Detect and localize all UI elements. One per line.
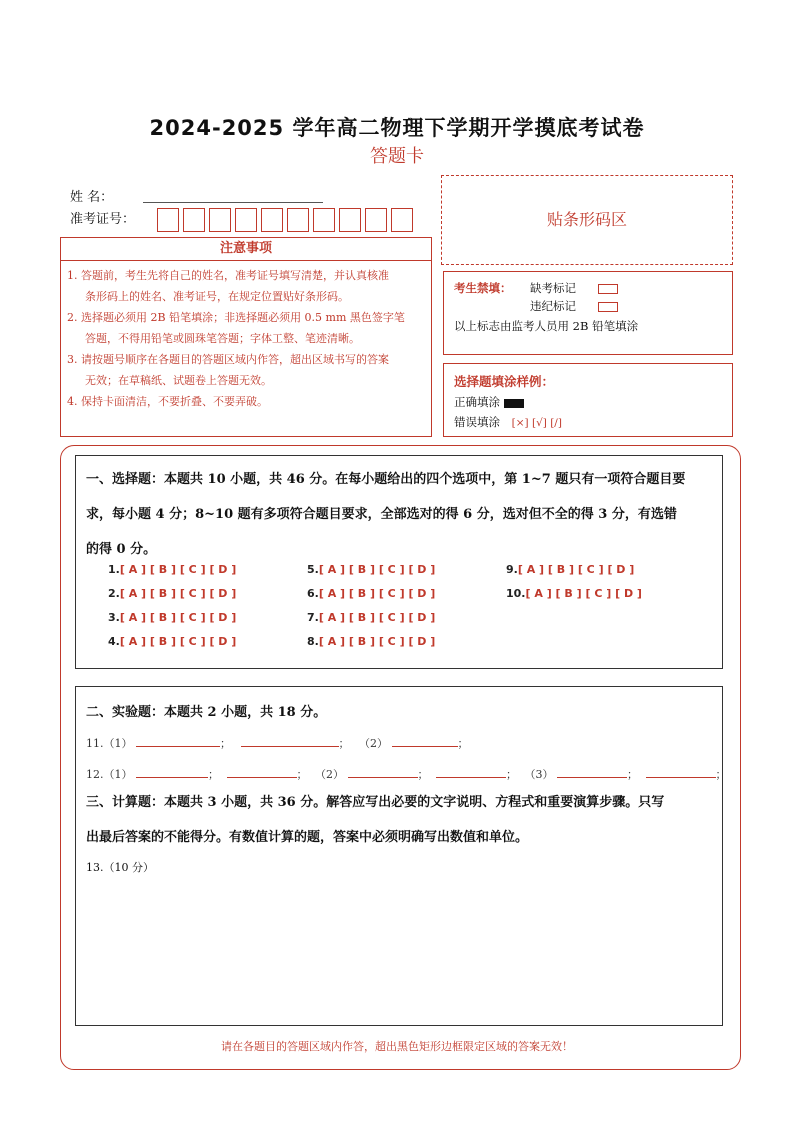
- sample-heading: 选择题填涂样例：: [454, 374, 555, 389]
- answer-options[interactable]: [ A ] [ B ] [ C ] [ D ]: [525, 587, 642, 600]
- notice-heading: 注意事项: [61, 238, 431, 261]
- part-label: （2）: [315, 768, 344, 781]
- section2-3-box: [75, 686, 727, 1026]
- answer-options[interactable]: [ A ] [ B ] [ C ] [ D ]: [318, 611, 436, 624]
- question-number: 11.: [86, 737, 104, 750]
- id-digit-box[interactable]: [183, 208, 205, 232]
- answer-blank[interactable]: [392, 734, 458, 747]
- question-number: 5.: [307, 563, 319, 576]
- id-digit-box[interactable]: [287, 208, 309, 232]
- id-digit-box[interactable]: [261, 208, 283, 232]
- question-number: 4.: [108, 635, 120, 648]
- answer-options[interactable]: [ A ] [ B ] [ C ] [ D ]: [517, 563, 635, 576]
- section1-box: [75, 455, 723, 669]
- question-number: 3.: [108, 611, 120, 624]
- question-13-answer-area[interactable]: [86, 877, 714, 1017]
- prohibit-note: 以上标志由监考人员用 2B 铅笔填涂: [454, 319, 639, 333]
- section1-instructions: 求，每小题 4 分；8~10 题有多项符合题目要求，全部选对的得 6 分，选对但不全的得 3 分，有选错: [86, 507, 677, 522]
- question-5[interactable]: [307, 563, 435, 576]
- question-12: [86, 765, 727, 782]
- notice-text: 无效；在草稿纸、试题卷上答题无效。: [85, 374, 272, 387]
- id-number-boxes[interactable]: [157, 208, 417, 236]
- barcode-label: 贴条形码区: [546, 210, 627, 229]
- absent-box[interactable]: [598, 284, 618, 294]
- id-label: 准考证号：: [70, 212, 136, 227]
- answer-blank[interactable]: [227, 765, 297, 778]
- question-6[interactable]: [307, 587, 435, 600]
- notice-item: [61, 307, 431, 349]
- part-label: （1）: [103, 737, 133, 750]
- separator: ；: [506, 768, 517, 781]
- answer-options[interactable]: [ A ] [ B ] [ C ] [ D ]: [119, 587, 237, 600]
- separator: ；: [338, 737, 350, 750]
- separator: ；: [627, 768, 638, 781]
- question-number: 7.: [307, 611, 319, 624]
- part-label: （2）: [359, 737, 388, 750]
- page-subtitle: 答题卡: [370, 146, 424, 167]
- footer-note: 请在各题目的答题区域内作答，超出黑色矩形边框限定区域的答案无效！: [221, 1040, 573, 1053]
- violation-box[interactable]: [598, 302, 618, 312]
- notice-text: 1. 答题前，考生先将自己的姓名，准考证号填写清楚，并认真核准: [67, 269, 389, 282]
- name-label: 姓 名：: [70, 190, 114, 205]
- separator: ；: [220, 737, 231, 750]
- sample-panel: [443, 363, 733, 437]
- question-13-label: 13.（10 分）: [86, 861, 154, 874]
- notice-item: [61, 391, 431, 412]
- question-3[interactable]: [108, 611, 236, 624]
- section3-instructions: 三、计算题：本题共 3 小题，共 36 分。解答应写出必要的文字说明、方程式和重要演算步骤。只写: [86, 795, 665, 810]
- answer-options[interactable]: [ A ] [ B ] [ C ] [ D ]: [119, 611, 237, 624]
- question-8[interactable]: [307, 635, 435, 648]
- notice-panel: [60, 237, 432, 437]
- separator: ；: [457, 737, 469, 750]
- section1-instructions: 一、选择题：本题共 10 小题，共 46 分。在每小题给出的四个选项中，第 1~7 题只有一项符合题目要: [86, 472, 686, 487]
- separator: ；: [715, 768, 727, 781]
- barcode-area: [441, 175, 733, 265]
- question-4[interactable]: [108, 635, 236, 648]
- answer-options[interactable]: [ A ] [ B ] [ C ] [ D ]: [318, 635, 436, 648]
- separator: ；: [208, 768, 219, 781]
- section1-instructions: 的得 0 分。: [86, 542, 157, 557]
- wrong-label: 错误填涂: [454, 415, 500, 429]
- part-label: （1）: [103, 768, 133, 781]
- question-number: 2.: [108, 587, 120, 600]
- answer-blank[interactable]: [136, 734, 220, 747]
- filled-mark-icon: [504, 399, 524, 408]
- separator: ；: [417, 768, 429, 781]
- violation-mark[interactable]: [530, 298, 618, 314]
- answer-options[interactable]: [ A ] [ B ] [ C ] [ D ]: [318, 563, 436, 576]
- id-digit-box[interactable]: [339, 208, 361, 232]
- answer-options[interactable]: [ A ] [ B ] [ C ] [ D ]: [119, 563, 237, 576]
- notice-text: 3. 请按题号顺序在各题目的答题区域内作答，超出区域书写的答案: [67, 353, 389, 366]
- answer-options[interactable]: [ A ] [ B ] [ C ] [ D ]: [119, 635, 237, 648]
- question-number: 10.: [506, 587, 526, 600]
- section3-instructions: 出最后答案的不能得分。有数值计算的题，答案中必须明确写出数值和单位。: [86, 830, 529, 845]
- absent-label: 缺考标记: [530, 281, 576, 295]
- answer-blank[interactable]: [241, 734, 339, 747]
- violation-label: 违纪标记: [530, 299, 576, 313]
- question-9[interactable]: [506, 563, 634, 576]
- part-label: （3）: [524, 768, 554, 781]
- notice-item: [61, 349, 431, 391]
- wrong-marks: [×] [√] [/]: [511, 417, 562, 429]
- correct-label: 正确填涂: [454, 395, 500, 409]
- prohibit-label: 考生禁填：: [454, 281, 512, 295]
- notice-item: [61, 265, 431, 307]
- separator: ；: [296, 768, 308, 781]
- answer-blank[interactable]: [436, 765, 506, 778]
- id-digit-box[interactable]: [157, 208, 179, 232]
- id-digit-box[interactable]: [391, 208, 413, 232]
- answer-blank[interactable]: [136, 765, 208, 778]
- answer-options[interactable]: [ A ] [ B ] [ C ] [ D ]: [318, 587, 436, 600]
- question-1[interactable]: [108, 563, 236, 576]
- question-number: 1.: [108, 563, 120, 576]
- id-digit-box[interactable]: [209, 208, 231, 232]
- question-number: 6.: [307, 587, 319, 600]
- question-7[interactable]: [307, 611, 435, 624]
- id-digit-box[interactable]: [235, 208, 257, 232]
- id-digit-box[interactable]: [365, 208, 387, 232]
- absent-mark[interactable]: [530, 280, 618, 296]
- notice-text: 条形码上的姓名、准考证号，在规定位置贴好条形码。: [85, 290, 349, 303]
- question-number: 8.: [307, 635, 319, 648]
- question-10[interactable]: [506, 587, 642, 600]
- question-2[interactable]: [108, 587, 236, 600]
- prohibit-panel: [443, 271, 733, 355]
- notice-text: 4. 保持卡面清洁，不要折叠、不要弄破。: [67, 395, 268, 408]
- name-field[interactable]: [143, 202, 323, 203]
- answer-blank[interactable]: [646, 765, 716, 778]
- answer-blank[interactable]: [557, 765, 627, 778]
- id-digit-box[interactable]: [313, 208, 335, 232]
- page-title: 2024-2025 学年高二物理下学期开学摸底考试卷: [149, 116, 645, 140]
- notice-text: 2. 选择题必须用 2B 铅笔填涂；非选择题必须用 0.5 mm 黑色签字笔: [67, 311, 405, 324]
- correct-sample: [454, 394, 524, 410]
- question-number: 9.: [506, 563, 518, 576]
- notice-text: 答题，不得用铅笔或圆珠笔答题；字体工整、笔迹清晰。: [85, 332, 360, 345]
- question-number: 12.: [86, 768, 104, 781]
- section2-heading: 二、实验题：本题共 2 小题，共 18 分。: [86, 705, 327, 720]
- question-11: [86, 734, 469, 751]
- answer-blank[interactable]: [348, 765, 418, 778]
- wrong-sample: [454, 414, 562, 430]
